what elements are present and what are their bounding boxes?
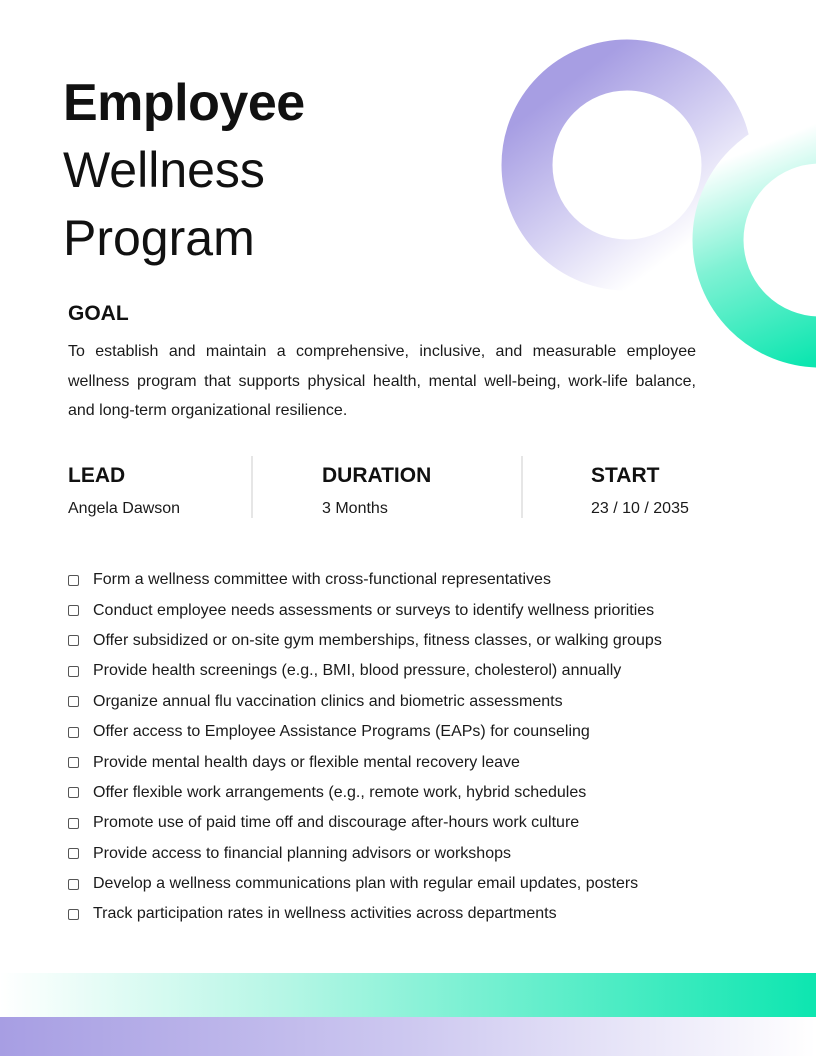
checklist-item-label: Provide access to financial planning advisors or workshops	[93, 844, 511, 862]
checklist-item	[68, 778, 662, 808]
duration-label: DURATION	[322, 464, 432, 487]
checklist-item	[68, 656, 662, 686]
green-ring	[718, 138, 816, 342]
checkbox[interactable]	[68, 818, 79, 829]
title-line-1: Employee	[63, 74, 305, 132]
checkbox[interactable]	[68, 727, 79, 738]
checkbox[interactable]	[68, 635, 79, 646]
title-line-3: Program	[63, 210, 255, 266]
checklist-item-label: Form a wellness committee with cross-functional representatives	[93, 571, 551, 589]
start-value: 23 / 10 / 2035	[591, 500, 689, 517]
checklist-item	[68, 687, 662, 717]
checklist-item-label: Offer subsidized or on-site gym memberships, fitness classes, or walking groups	[93, 631, 662, 649]
checkbox[interactable]	[68, 605, 79, 616]
page-title	[63, 70, 305, 272]
meta-divider	[251, 456, 253, 518]
lead-section	[68, 462, 180, 518]
goal-heading: GOAL	[68, 302, 129, 325]
start-section	[591, 462, 689, 518]
checklist-item-label: Provide mental health days or flexible mental recovery leave	[93, 753, 520, 771]
checklist-item-label: Offer flexible work arrangements (e.g., remote work, hybrid schedules	[93, 783, 587, 801]
start-label: START	[591, 464, 660, 487]
checkbox[interactable]	[68, 909, 79, 920]
checklist-item	[68, 595, 662, 625]
footer-band-purple	[0, 1017, 816, 1056]
checkbox[interactable]	[68, 757, 79, 768]
checkbox[interactable]	[68, 879, 79, 890]
checklist	[68, 565, 662, 930]
checkbox[interactable]	[68, 696, 79, 707]
lead-value: Angela Dawson	[68, 500, 181, 517]
title-line-2: Wellness	[63, 142, 265, 198]
goal-text: To establish and maintain a comprehensive, inclusive, and measurable employee wellness program that supports physical health, mental well-being, work-life balance, and long-term organizational resilience.	[68, 343, 696, 419]
checklist-item	[68, 717, 662, 747]
checklist-item	[68, 839, 662, 869]
footer-band-green	[0, 973, 816, 1017]
duration-value: 3 Months	[322, 500, 388, 517]
checkbox[interactable]	[68, 575, 79, 586]
checklist-item-label: Promote use of paid time off and discourage after-hours work culture	[93, 814, 580, 832]
checkbox[interactable]	[68, 666, 79, 677]
checklist-item	[68, 899, 662, 929]
checklist-item-label: Organize annual flu vaccination clinics and biometric assessments	[93, 692, 563, 710]
checklist-item-label: Track participation rates in wellness activities across departments	[93, 905, 557, 923]
checklist-item	[68, 869, 662, 899]
checkbox[interactable]	[68, 787, 79, 798]
checklist-item	[68, 626, 662, 656]
checklist-item-label: Offer access to Employee Assistance Programs (EAPs) for counseling	[93, 723, 590, 741]
lead-label: LEAD	[68, 464, 126, 487]
duration-section	[322, 462, 431, 518]
meta-divider	[521, 456, 523, 518]
checklist-item-label: Provide health screenings (e.g., BMI, blood pressure, cholesterol) annually	[93, 662, 622, 680]
checklist-item	[68, 747, 662, 777]
checklist-item-label: Conduct employee needs assessments or surveys to identify wellness priorities	[93, 601, 655, 619]
checkbox[interactable]	[68, 848, 79, 859]
checklist-item	[68, 808, 662, 838]
checklist-item	[68, 565, 662, 595]
checklist-item-label: Develop a wellness communications plan with regular email updates, posters	[93, 875, 639, 893]
